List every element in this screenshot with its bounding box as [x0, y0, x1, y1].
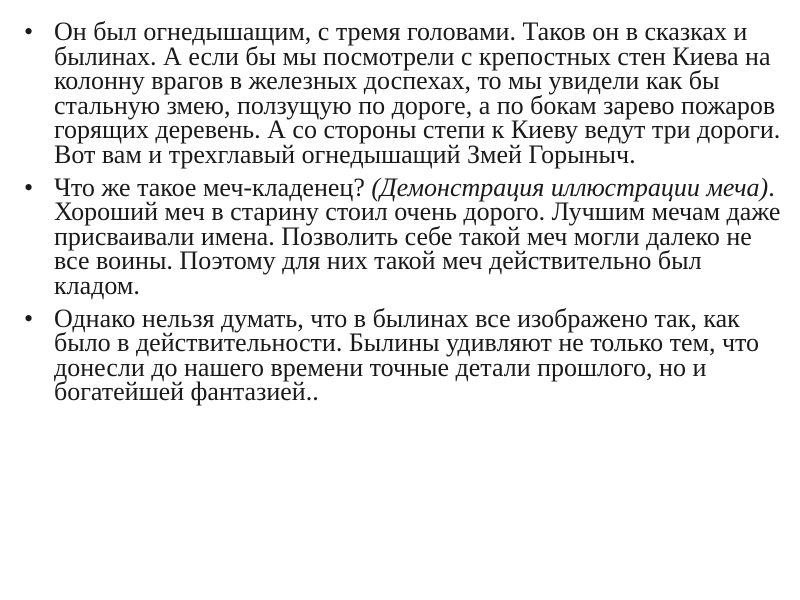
bullet-icon: • [24, 303, 34, 333]
bullet-icon: • [24, 17, 34, 46]
bullet-item-dragon [22, 17, 792, 169]
bullet-list [22, 17, 792, 413]
bullet-text: Он был огнедышащим, с тремя головами. Таков он в сказках и былинах. А если бы мы посмотрели с крепостных стен Киева на колонну врагов в железных доспехах, то мы увидели как бы стальную змею, ползущую по дороге, а по бокам зарево пожаров горящих деревень. А со стороны степи к Киеву ведут три дороги. Вот вам и трехглавый огнедышащий Змей Горыныч. [54, 17, 781, 169]
bullet-item-fantasy [22, 303, 792, 407]
bullet-text-before: Что же такое меч-кладенец? [54, 172, 372, 202]
bullet-text-italic-note: (Демонстрация иллюстрации меча) [371, 172, 769, 202]
bullet-icon: • [24, 172, 34, 202]
bullet-text-after: . Хороший меч в старину стоил очень дорого. Лучшим мечам даже присваивали имена. Позволить себе такой меч могли далеко не все воины. Поэтому для них такой меч действительно был кладом. [54, 172, 781, 300]
bullet-text: Однако нельзя думать, что в былинах все изображено так, как было в действительности. Былины удивляют не только тем, что донесли до нашего времени точные детали прошлого, но и богатейшей фантазией.. [54, 303, 760, 407]
bullet-item-sword [22, 172, 792, 300]
